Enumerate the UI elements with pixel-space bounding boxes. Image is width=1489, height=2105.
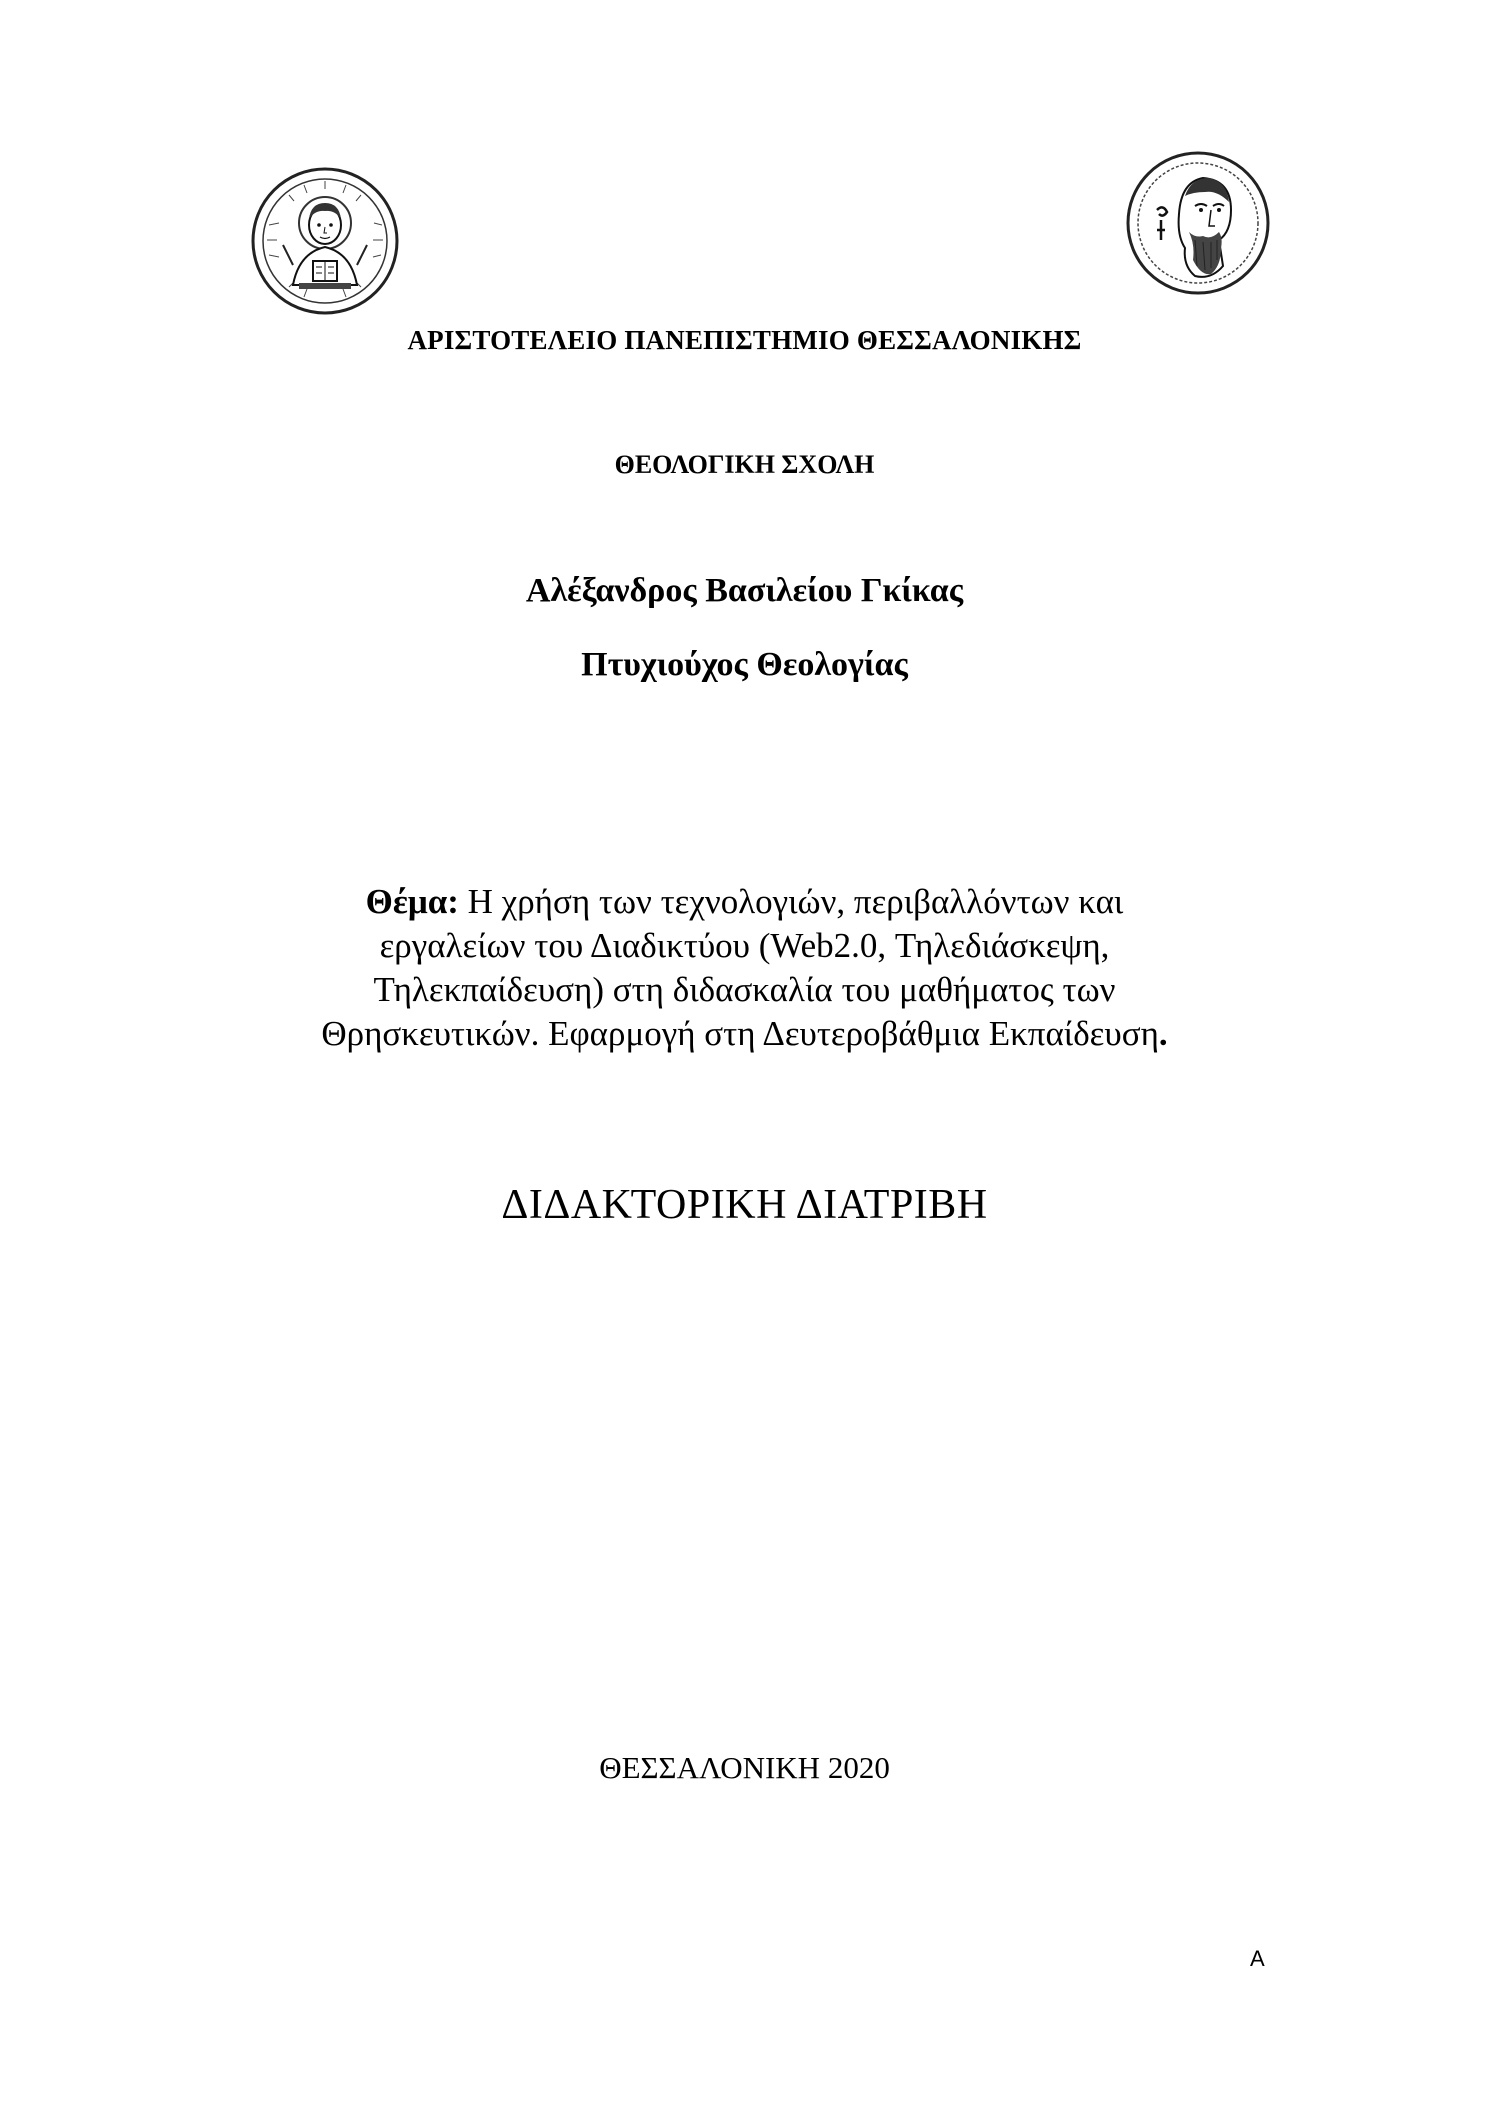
school-seal-icon: [1123, 148, 1273, 298]
author-name: Αλέξανδρος Βασιλείου Γκίκας: [525, 572, 964, 609]
topic-label: Θέμα:: [365, 882, 459, 921]
topic-line-2: εργαλείων του Διαδικτύου (Web2.0, Τηλεδιάσκεψη,: [379, 926, 1110, 965]
topic-line-3: Τηλεκπαίδευση) στη διδασκαλία του μαθήματος των: [373, 970, 1116, 1009]
topic-line-4: [0, 1012, 1489, 1056]
city-year: ΘΕΣΣΑΛΟΝΙΚΗ 2020: [599, 1750, 890, 1785]
topic-line-1: [0, 880, 1489, 924]
university-seal-icon: [249, 165, 401, 317]
thesis-type: ΔΙΔΑΚΤΟΡΙΚΗ ΔΙΑΤΡΙΒΗ: [501, 1182, 988, 1228]
thesis-topic: [0, 880, 1489, 1056]
page-number: Α: [1250, 1946, 1265, 1971]
author-degree: Πτυχιούχος Θεολογίας: [581, 646, 908, 683]
topic-line-4-text: Θρησκευτικών. Εφαρμογή στη Δευτεροβάθμια Εκπαίδευση: [321, 1014, 1159, 1053]
topic-line-4-end: .: [1158, 1014, 1168, 1053]
university-name: ΑΡΙΣΤΟΤΕΛΕΙΟ ΠΑΝΕΠΙΣΤΗΜΙΟ ΘΕΣΣΑΛΟΝΙΚΗΣ: [407, 325, 1082, 355]
school-name: ΘΕΟΛΟΓΙΚΗ ΣΧΟΛΗ: [614, 450, 875, 479]
topic-line-1-text: Η χρήση των τεχνολογιών, περιβαλλόντων και: [458, 882, 1124, 921]
